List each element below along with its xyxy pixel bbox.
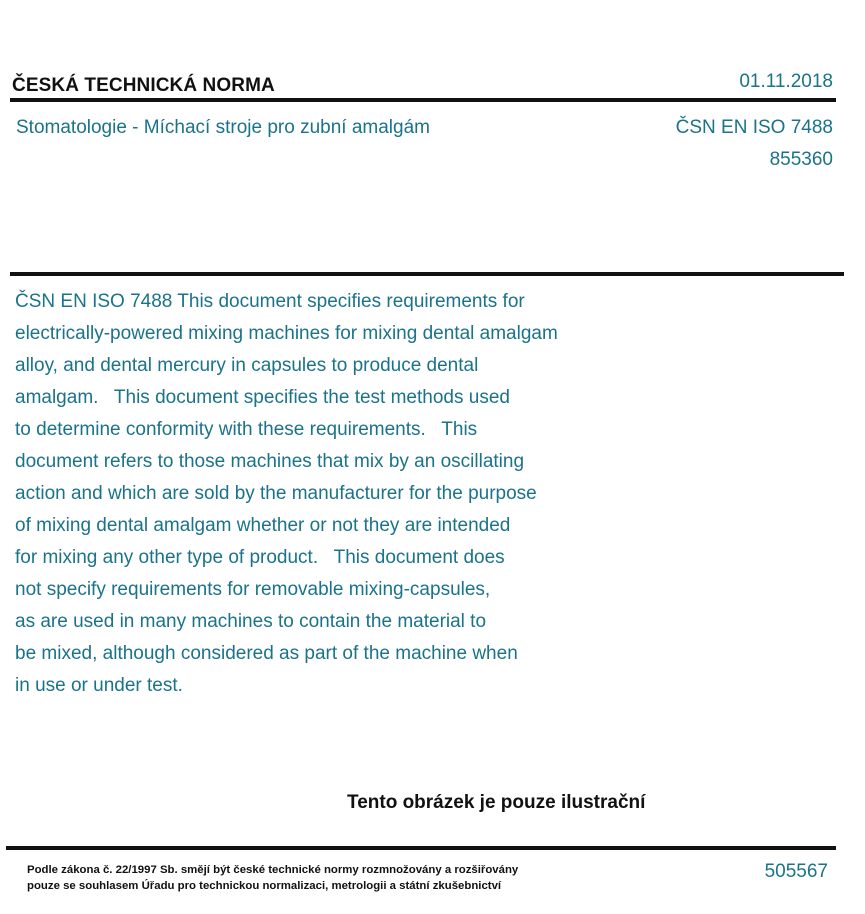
standard-subject: Stomatologie - Míchací stroje pro zubní amalgám xyxy=(16,117,430,138)
section-rule xyxy=(10,272,844,276)
page-title: ČESKÁ TECHNICKÁ NORMA xyxy=(12,75,275,96)
legal-line: pouze se souhlasem Úřadu pro technickou normalizaci, metrologii a státní zkušebnictví xyxy=(27,880,502,892)
illustration-note: Tento obrázek je pouze ilustrační xyxy=(347,792,646,813)
document-number: 505567 xyxy=(764,861,828,882)
legal-line: Podle zákona č. 22/1997 Sb. smějí být české technické normy rozmnožovány a rozšiřovány xyxy=(27,864,519,876)
abstract-line: action and which are sold by the manufacturer for the purpose xyxy=(15,483,537,504)
abstract-line: in use or under test. xyxy=(15,675,183,696)
abstract-line: to determine conformity with these requirements. This xyxy=(15,419,478,440)
abstract-line: not specify requirements for removable mixing-capsules, xyxy=(15,579,491,600)
standard-code: ČSN EN ISO 7488 xyxy=(675,117,833,138)
abstract-line: electrically-powered mixing machines for mixing dental amalgam xyxy=(15,323,558,344)
header-rule xyxy=(10,98,836,102)
abstract-line: ČSN EN ISO 7488 This document specifies requirements for xyxy=(15,291,525,312)
abstract-line: amalgam. This document specifies the test methods used xyxy=(15,387,510,408)
abstract-line: of mixing dental amalgam whether or not they are intended xyxy=(15,515,511,536)
abstract-line: be mixed, although considered as part of the machine when xyxy=(15,643,518,664)
abstract-text xyxy=(15,286,640,702)
abstract-line: as are used in many machines to contain the material to xyxy=(15,611,487,632)
footer-legal-notice xyxy=(27,862,518,894)
publication-date: 01.11.2018 xyxy=(739,71,833,92)
abstract-line: for mixing any other type of product. This document does xyxy=(15,547,505,568)
abstract-line: document refers to those machines that mix by an oscillating xyxy=(15,451,525,472)
classification-number: 855360 xyxy=(769,149,833,170)
abstract-line: alloy, and dental mercury in capsules to produce dental xyxy=(15,355,479,376)
footer-rule xyxy=(6,846,836,850)
